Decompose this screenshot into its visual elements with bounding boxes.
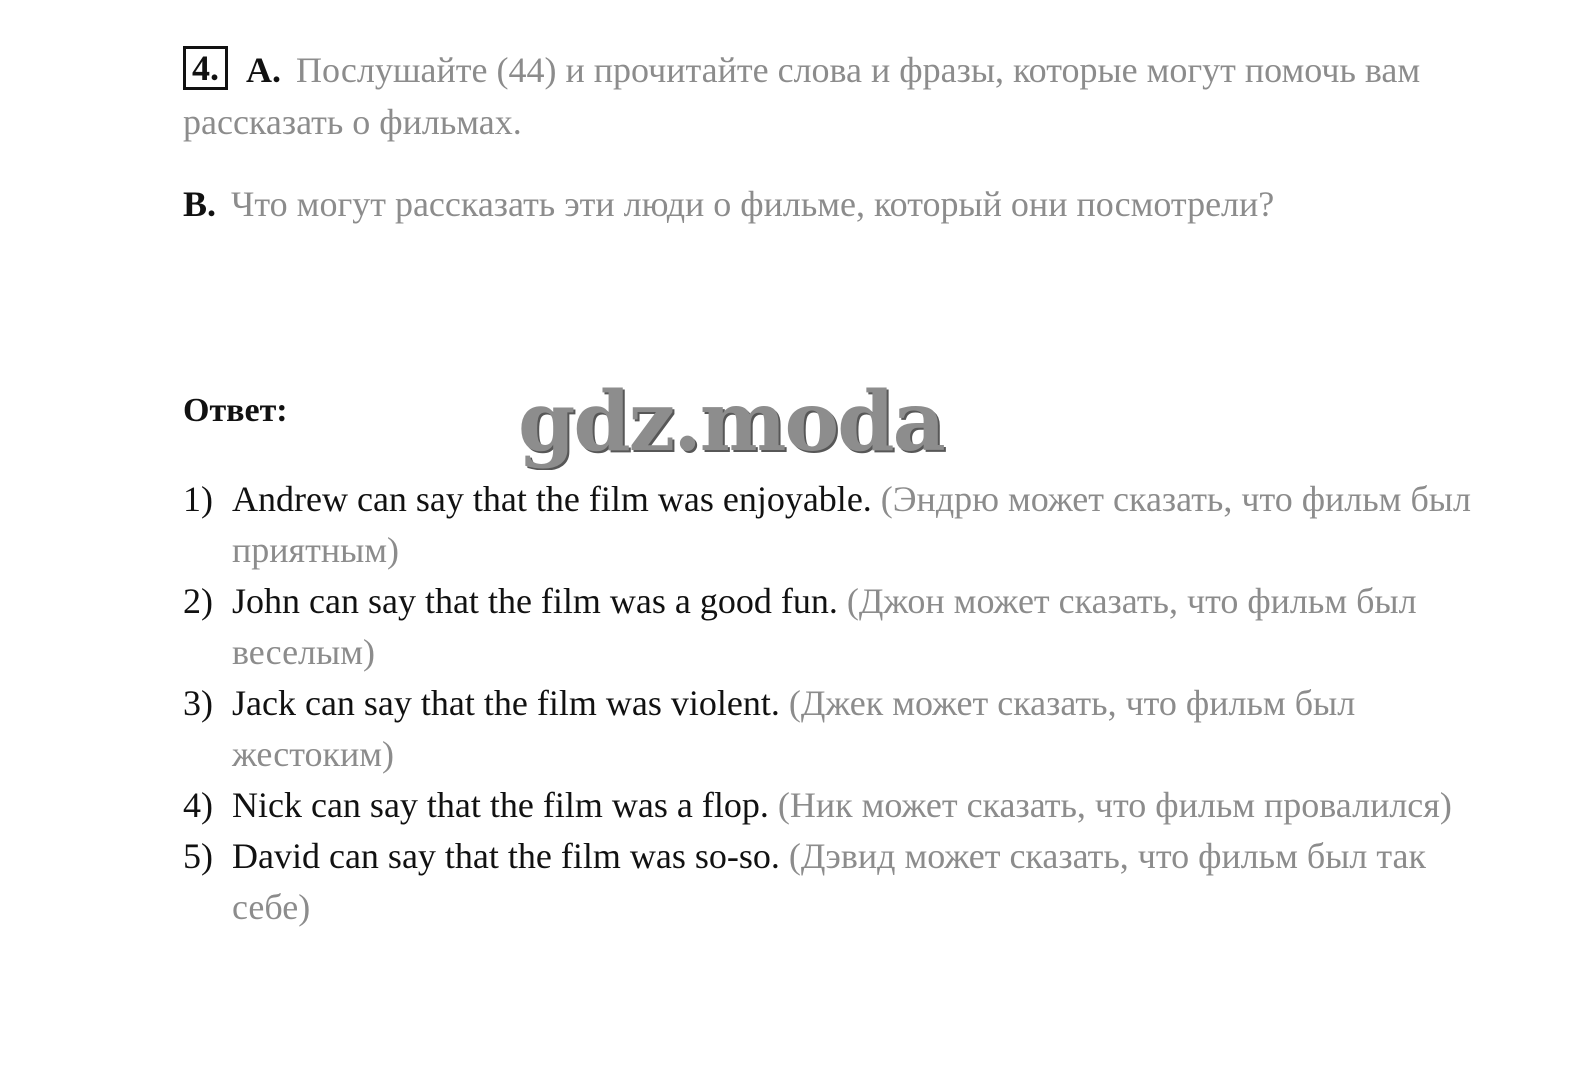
answer-item — [183, 831, 1483, 933]
answer-item — [183, 474, 1483, 576]
part-a-text: Послушайте (44) и прочитайте слова и фразы, которые могут помочь вам рассказать о фильмах. — [183, 50, 1421, 142]
answer-translation: (Джек может сказать, что фильм был жестоким) — [232, 683, 1356, 774]
answer-english: David can say that the film was so-so. — [232, 836, 780, 876]
answer-item — [183, 678, 1483, 780]
answer-number: 5) — [183, 836, 213, 876]
part-a-label: A. — [246, 50, 281, 90]
task-part-b — [183, 178, 1274, 230]
answer-heading: Ответ: — [183, 392, 288, 429]
answer-translation: (Дэвид может сказать, что фильм был так себе) — [232, 836, 1426, 927]
answer-number: 2) — [183, 581, 213, 621]
part-b-label: B. — [183, 184, 217, 224]
answer-list — [183, 474, 1483, 933]
answer-number: 1) — [183, 479, 213, 519]
answer-english: Nick can say that the film was a flop. — [232, 785, 769, 825]
part-b-text: Что могут рассказать эти люди о фильме, который они посмотрели? — [231, 184, 1275, 224]
task-part-a — [183, 44, 1473, 148]
watermark-logo: gdz.moda — [518, 374, 944, 470]
answer-english: Andrew can say that the film was enjoyable. — [232, 479, 872, 519]
answer-translation: (Ник может сказать, что фильм провалился) — [777, 785, 1452, 825]
answer-item — [183, 576, 1483, 678]
answer-item — [183, 780, 1483, 831]
answer-english: John can say that the film was a good fun. — [232, 581, 838, 621]
answer-number: 3) — [183, 683, 213, 723]
answer-english: Jack can say that the film was violent. — [232, 683, 780, 723]
answer-translation: (Эндрю может сказать, что фильм был приятным) — [232, 479, 1471, 570]
task-number-box: 4. — [183, 46, 228, 90]
answer-number: 4) — [183, 785, 213, 825]
answer-translation: (Джон может сказать, что фильм был веселым) — [232, 581, 1417, 672]
